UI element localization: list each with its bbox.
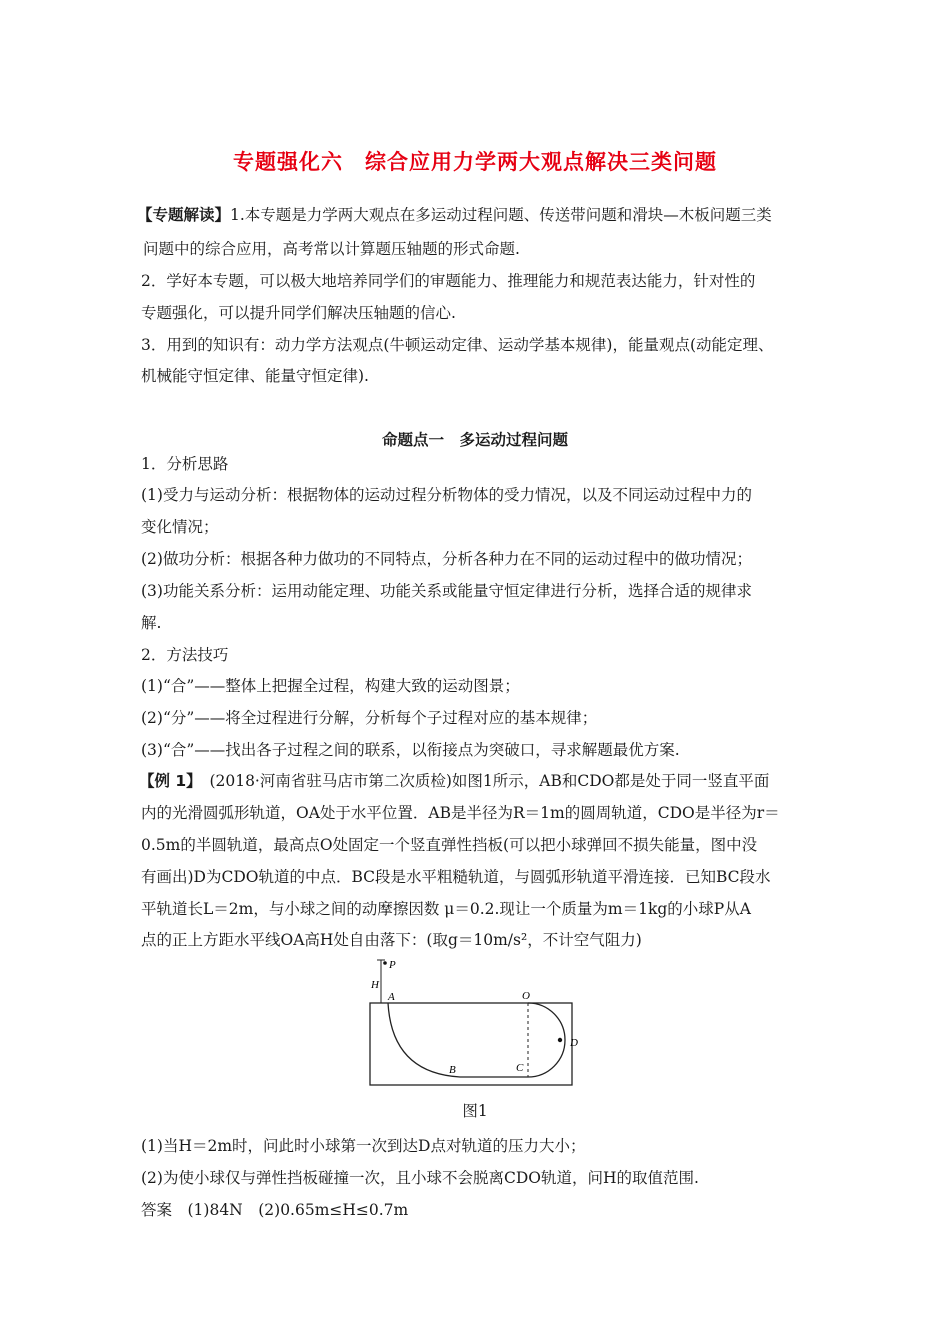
example-line-1 xyxy=(139,771,839,791)
label-p: P xyxy=(389,959,396,971)
figure-1-diagram xyxy=(360,955,585,1090)
intro-line-3: 2．学好本专题，可以极大地培养同学们的审题能力、推理能力和规范表达能力，针对性的 xyxy=(141,272,756,290)
ball-p-dot xyxy=(383,961,387,965)
label-a: A xyxy=(388,991,395,1003)
analysis-item-1a: (1)受力与运动分析：根据物体的运动过程分析物体的受力情况，以及不同运动过程中力的 xyxy=(141,486,752,504)
intro-text: 1.本专题是力学两大观点在多运动过程问题、传送带问题和滑块—木板问题三类 xyxy=(230,206,772,224)
example-line-4: 有画出)D为CDO轨道的中点．BC段是水平粗糙轨道，与圆弧形轨道平滑连接．已知BC段水 xyxy=(141,868,771,886)
question-1: (1)当H＝2m时，问此时小球第一次到达D点对轨道的压力大小； xyxy=(141,1137,586,1155)
example-line-2: 内的光滑圆弧形轨道，OA处于水平位置．AB是半径为R＝1m的圆周轨道，CDO是半径为r＝ xyxy=(141,804,780,822)
analysis-heading: 1．分析思路 xyxy=(141,455,229,473)
analysis-item-2: (2)做功分析：根据各种力做功的不同特点，分析各种力在不同的运动过程中的做功情况； xyxy=(141,550,752,568)
question-2: (2)为使小球仅与弹性挡板碰撞一次，且小球不会脱离CDO轨道，问H的取值范围. xyxy=(141,1169,699,1187)
intro-line-5: 3．用到的知识有：动力学方法观点(牛顿运动定律、运动学基本规律)，能量观点(动能定理、 xyxy=(141,336,774,354)
methods-heading: 2．方法技巧 xyxy=(141,646,229,664)
figure-caption: 图1 xyxy=(462,1102,488,1120)
methods-item-3: (3)“合”——找出各子过程之间的联系，以衔接点为突破口，寻求解题最优方案. xyxy=(141,741,680,759)
intro-line-1 xyxy=(137,205,837,225)
intro-tag: 【专题解读】 xyxy=(137,206,231,224)
label-o: O xyxy=(522,990,530,1002)
example-line-5: 平轨道长L＝2m，与小球之间的动摩擦因数 μ＝0.2.现让一个质量为m＝1kg的小球P从A xyxy=(141,900,751,918)
example-line-6: 点的正上方距水平线OA高H处自由落下：(取g＝10m/s²，不计空气阻力) xyxy=(141,931,642,949)
label-d: D xyxy=(570,1037,578,1049)
point-d-dot xyxy=(558,1038,562,1042)
analysis-item-3b: 解. xyxy=(141,614,162,632)
analysis-item-3a: (3)功能关系分析：运用动能定理、功能关系或能量守恒定律进行分析，选择合适的规律求 xyxy=(141,582,752,600)
methods-item-2: (2)“分”——将全过程进行分解，分析每个子过程对应的基本规律； xyxy=(141,709,598,727)
example-text: (2018·河南省驻马店市第二次质检)如图1所示，AB和CDO都是处于同一竖直平面 xyxy=(193,772,770,790)
track-ab-bc xyxy=(388,1003,528,1077)
label-c: C xyxy=(516,1062,524,1074)
outer-frame xyxy=(370,1003,572,1085)
analysis-item-1b: 变化情况； xyxy=(141,518,219,536)
intro-line-4: 专题强化，可以提升同学们解决压轴题的信心. xyxy=(141,304,456,322)
answer-line: 答案 (1)84N (2)0.65m≤H≤0.7m xyxy=(141,1201,409,1219)
section-title: 命题点一 多运动过程问题 xyxy=(381,431,568,449)
example-tag: 【例 1】 xyxy=(139,772,194,790)
page-title: 专题强化六 综合应用力学两大观点解决三类问题 xyxy=(233,150,717,174)
example-line-3: 0.5m的半圆轨道，最高点O处固定一个竖直弹性挡板(可以把小球弹回不损失能量，图中没 xyxy=(141,836,758,854)
methods-item-1: (1)“合”——整体上把握全过程，构建大致的运动图景； xyxy=(141,677,520,695)
intro-line-2: 问题中的综合应用，高考常以计算题压轴题的形式命题. xyxy=(143,240,520,258)
label-b: B xyxy=(449,1064,456,1076)
label-h: H xyxy=(371,979,379,991)
intro-line-6: 机械能守恒定律、能量守恒定律). xyxy=(141,367,369,385)
